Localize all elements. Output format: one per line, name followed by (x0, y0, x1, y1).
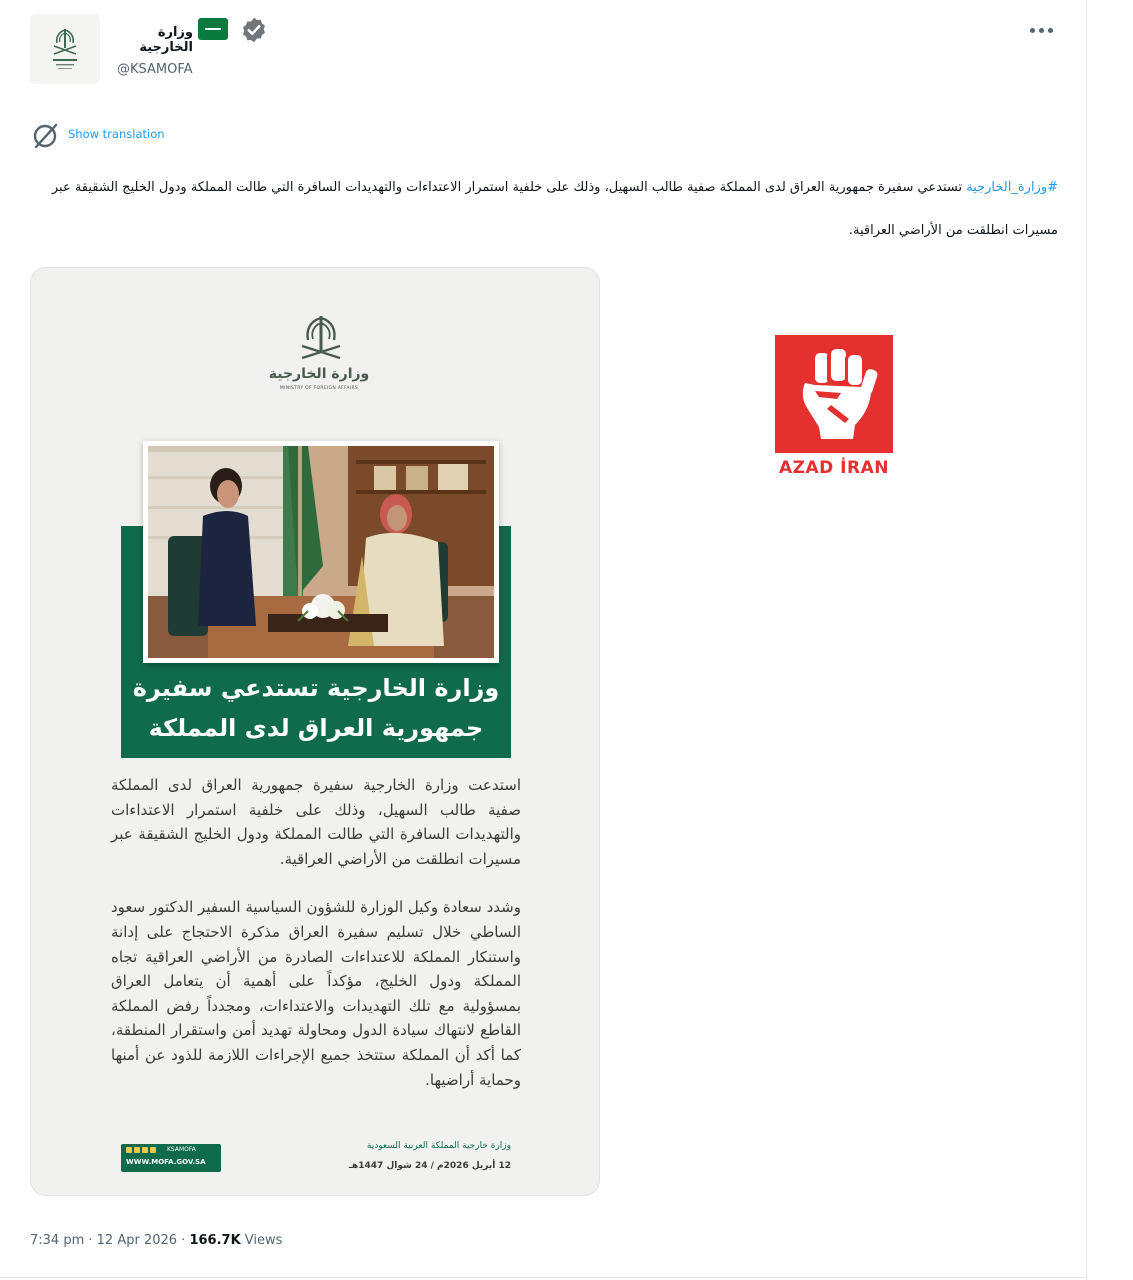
verified-badge-icon[interactable] (240, 16, 268, 44)
youtube-icon (126, 1147, 132, 1153)
azad-iran-wordmark: AZAD İRAN (779, 458, 889, 478)
social-handle: KSAMOFA (167, 1146, 196, 1153)
tweet-date[interactable]: 12 Apr 2026 (96, 1233, 178, 1248)
tweet-text (40, 166, 1058, 252)
headline-line-1: وزارة الخارجية تستدعي سفيرة (132, 674, 500, 702)
raised-fist-icon (775, 335, 893, 453)
dot-icon (1039, 28, 1044, 33)
display-name[interactable]: وزارة الخارجية (139, 25, 193, 55)
azad-iran-logo (775, 335, 893, 453)
press-paragraph-2: وشدد سعادة وكيل الوزارة للشؤون السياسية السفير الدكتور سعود الساطي خلال تسليم سفيرة العراق مذكرة الاحتجاج على إدانة واستنكار المملكة للاعتداءات الصادرة من الأراضي العراقية تجاه المملكة ودول الخليج، مؤكداً على أهمية أن يتعامل العراق بمسؤولية مع تلك التهديدات والاعتداءات، ومجدداً رفض المملكة القاطع لانتهاك سيادة الدول ومحاولة تهديد أمن واستقرار المنطقة، كما أكد أن المملكة ستتخذ جميع الإجراءات اللازمة للذود عن أمنها وحماية أراضيها. (111, 898, 521, 1089)
tweet-meta (30, 1233, 282, 1248)
dot-icon (1030, 28, 1035, 33)
saudi-flag-icon (198, 18, 228, 40)
website-url: WWW.MOFA.GOV.SA (126, 1158, 206, 1166)
x-icon (150, 1147, 156, 1153)
media-headline (121, 668, 511, 748)
meeting-photo-illustration (148, 446, 494, 658)
social-icons (126, 1147, 156, 1153)
views-label: Views (240, 1233, 283, 1248)
headline-line-2: جمهورية العراق لدى المملكة (148, 714, 484, 742)
meta-separator: · (177, 1233, 190, 1248)
show-translation-link[interactable]: Show translation (68, 127, 165, 141)
press-paragraph-1: استدعت وزارة الخارجية سفيرة جمهورية العراق لدى المملكة صفية طالب السهيل، وذلك على خلفية استمرار الاعتداءات والتهديدات السافرة التي طالت المملكة ودول الخليج الشقيقة عبر مسيرات انطلقت من الأراضي العراقية. (111, 776, 521, 868)
emblem-english-name: MINISTRY OF FOREIGN AFFAIRS (279, 386, 359, 391)
facebook-icon (142, 1147, 148, 1153)
translate-globe-icon (30, 121, 60, 151)
avatar[interactable] (30, 14, 100, 84)
instagram-icon (134, 1147, 140, 1153)
tweet-time[interactable]: 7:34 pm (30, 1233, 85, 1248)
tweet-media-image[interactable] (30, 267, 600, 1196)
footer-date: 12 أبريل 2026م / 24 شوال 1447هـ (348, 1161, 511, 1171)
handle[interactable]: @KSAMOFA (117, 62, 193, 77)
tweet-body: تستدعي سفيرة جمهورية العراق لدى المملكة صفية طالب السهيل، وذلك على خلفية استمرار الاعتداءات والتهديدات السافرة التي طالت المملكة ودول الخليج الشقيقة عبر مسيرات انطلقت من الأراضي العراقية. (51, 180, 1058, 238)
footer-ministry-name: وزارة خارجية المملكة العربية السعودية (366, 1141, 511, 1151)
meeting-photo (143, 441, 499, 663)
hashtag-link[interactable]: #وزارة_الخارجية (966, 180, 1058, 195)
column-divider (1086, 0, 1087, 1280)
meta-separator: · (84, 1233, 97, 1248)
more-options-button[interactable] (1024, 18, 1058, 42)
social-footer-badge (121, 1144, 221, 1172)
dot-icon (1048, 28, 1053, 33)
press-release-body (111, 773, 521, 1116)
views-count[interactable]: 166.7K (189, 1233, 241, 1248)
emblem-name: وزارة الخارجية (268, 366, 370, 382)
bottom-divider (0, 1277, 1086, 1278)
ministry-emblem-icon (44, 26, 86, 72)
